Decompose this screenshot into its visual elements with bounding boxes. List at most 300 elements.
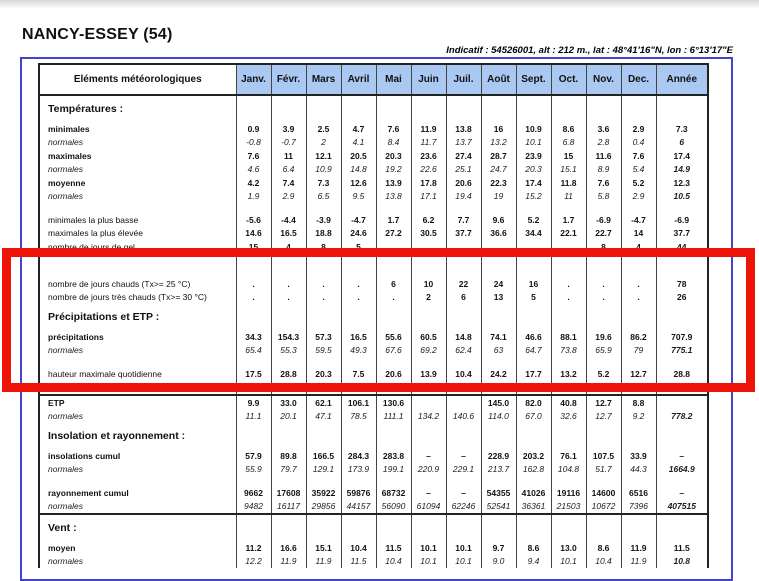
table-cell: 56090 [376,500,411,515]
table-cell: 6.4 [271,163,306,177]
table-cell: 7 [481,381,516,396]
table-cell: -0.7 [271,136,306,150]
table-cell: 11.6 [586,149,621,163]
table-cell: 13.8 [376,190,411,204]
table-cell: 12.2 [236,555,271,569]
table-cell: 29856 [306,500,341,515]
table-cell: 24 [481,277,516,291]
table-cell: 54355 [481,486,516,500]
table-cell: 44 [656,240,708,254]
spacer-row [39,476,708,486]
table-cell: 30.5 [411,227,446,241]
column-header-month: Sept. [516,64,551,95]
table-cell: 2.9 [621,190,656,204]
table-cell: 17.4 [656,149,708,163]
table-cell: 46.6 [516,330,551,344]
table-cell [306,203,341,213]
row-label: nombre de jours de pluie >= 1 mm [48,382,178,392]
table-cell: 10.1 [411,541,446,555]
table-cell [586,203,621,213]
table-cell: 8 [586,240,621,254]
table-cell: 79 [621,344,656,358]
table-cell: 44.3 [621,463,656,477]
table-cell: 7396 [621,500,656,515]
table-cell: 9482 [236,500,271,515]
table-cell: 6 [446,291,481,305]
table-cell: 59.5 [306,344,341,358]
table-cell: 20.1 [271,410,306,424]
table-cell [586,95,621,122]
table-cell [271,203,306,213]
table-cell: 10672 [586,500,621,515]
table-cell: 7.5 [341,367,376,381]
table-cell: 7 [236,381,271,396]
table-cell: 283.8 [376,449,411,463]
table-cell [656,476,708,486]
table-cell: 34.4 [516,227,551,241]
table-cell [376,95,411,122]
table-cell: 213.7 [481,463,516,477]
table-cell: 4 [621,240,656,254]
table-cell: 2.8 [586,136,621,150]
table-cell: 16.5 [341,330,376,344]
table-cell: 20.6 [446,176,481,190]
table-cell: 7.6 [236,149,271,163]
table-cell [621,423,656,449]
column-header-month: Mars [306,64,341,95]
table-cell: -6.9 [656,213,708,227]
table-cell [411,203,446,213]
table-cell [341,423,376,449]
table-cell: 14 [621,227,656,241]
annotation-red-box [2,248,755,392]
table-cell: 228.9 [481,449,516,463]
table-cell: 9.0 [481,555,516,569]
table-cell: 89.8 [271,449,306,463]
table-cell: . [621,291,656,305]
column-header-month: Juil. [446,64,481,95]
table-cell: 9.5 [341,190,376,204]
table-row [39,136,708,150]
table-cell: 2.5 [306,122,341,136]
table-cell: 8.4 [376,136,411,150]
table-cell [621,95,656,122]
row-label: normales [48,191,83,201]
table-cell: 6516 [621,486,656,500]
table-cell [411,95,446,122]
table-cell: 10.8 [656,555,708,569]
table-cell: 24.2 [481,367,516,381]
table-cell: 11.9 [271,555,306,569]
table-cell: 7.6 [376,122,411,136]
table-cell [446,203,481,213]
table-cell: 9 [306,381,341,396]
table-cell [236,476,271,486]
table-cell: 60.5 [411,330,446,344]
table-cell [516,203,551,213]
table-cell: 5.4 [621,163,656,177]
table-cell: . [586,277,621,291]
table-cell: 57.9 [236,449,271,463]
table-cell [656,423,708,449]
table-cell: 1.7 [551,213,586,227]
column-header-month: Févr. [271,64,306,95]
table-cell: 13.2 [551,367,586,381]
table-cell: 10.1 [516,136,551,150]
table-cell: 20 [271,381,306,396]
table-cell: 11.5 [341,555,376,569]
table-cell: 16 [516,277,551,291]
table-cell: 24.7 [481,163,516,177]
table-cell: 9.2 [621,410,656,424]
table-cell: . [306,277,341,291]
table-cell: 7.6 [586,176,621,190]
row-label: Insolation et rayonnement : [48,429,186,442]
table-cell [551,514,586,541]
table-cell: 220.9 [411,463,446,477]
table-cell [621,476,656,486]
table-cell: 5 [376,381,411,396]
table-cell: 62.1 [306,395,341,410]
table-cell [341,203,376,213]
table-cell: 36361 [516,500,551,515]
table-row [39,122,708,136]
table-cell: 79.7 [271,463,306,477]
column-header-month: Année [656,64,708,95]
table-cell: 1664.9 [656,463,708,477]
table-cell: 14 [551,381,586,396]
table-cell: 37.7 [656,227,708,241]
table-cell: . [236,291,271,305]
table-cell: 7.3 [306,176,341,190]
table-cell: 67.0 [516,410,551,424]
table-cell: 9.7 [481,541,516,555]
column-header-elements: Eléments météorologiques [39,64,236,95]
table-cell [306,95,341,122]
table-cell: 19.4 [446,190,481,204]
table-cell: 14.6 [236,227,271,241]
table-cell: 41026 [516,486,551,500]
table-cell: 10.9 [306,163,341,177]
table-cell: 778.2 [656,410,708,424]
table-cell: 203.2 [516,449,551,463]
table-cell [271,95,306,122]
table-cell: 17608 [271,486,306,500]
table-cell: 22 [446,277,481,291]
table-cell: 9662 [236,486,271,500]
table-cell: . [271,277,306,291]
table-cell: 10.4 [446,367,481,381]
table-cell: 20.3 [306,367,341,381]
table-cell: . [341,277,376,291]
row-label: normales [48,137,83,147]
table-cell: 11.9 [621,541,656,555]
table-cell: . [551,240,586,254]
table-cell: 13.0 [551,541,586,555]
table-cell [411,395,446,410]
table-cell: 0.4 [621,136,656,150]
table-cell: 12.6 [341,176,376,190]
table-cell: 33.9 [621,449,656,463]
table-cell: 5 [516,291,551,305]
table-cell: 36.6 [481,227,516,241]
table-row [39,410,708,424]
table-cell: 9.9 [236,395,271,410]
table-cell: 1.9 [236,190,271,204]
table-cell: 20.6 [376,367,411,381]
page-title: NANCY-ESSEY (54) [22,26,173,43]
table-cell: 14.8 [446,330,481,344]
table-cell: 10.1 [551,555,586,569]
table-cell: 22.7 [586,227,621,241]
table-cell: -5.6 [236,213,271,227]
table-cell [306,423,341,449]
table-cell [446,423,481,449]
table-cell: 10.1 [446,555,481,569]
table-row [39,149,708,163]
row-label: normales [48,164,83,174]
table-cell: 16.5 [271,227,306,241]
table-cell: 26 [656,291,708,305]
column-header-month: Dec. [621,64,656,95]
table-cell: 32.6 [551,410,586,424]
column-header-month: Avril [341,64,376,95]
table-cell: 11.7 [411,136,446,150]
row-label: normales [48,464,83,474]
table-cell: 2.9 [271,190,306,204]
row-label: Vent : [39,514,236,541]
table-cell: 10.5 [656,190,708,204]
table-cell: 15.1 [306,541,341,555]
row-label: hauteur maximale quotidienne [48,368,162,379]
table-cell: 27.2 [376,227,411,241]
table-cell: 3.9 [271,122,306,136]
table-cell: -4.7 [341,213,376,227]
table-cell: 40.8 [551,395,586,410]
table-cell: 0.9 [236,122,271,136]
table-cell: 229.1 [446,463,481,477]
table-cell [656,514,708,541]
table-cell [446,476,481,486]
table-cell: . [551,277,586,291]
row-label: normales [48,345,83,355]
table-cell: 4.1 [341,136,376,150]
table-cell [481,95,516,122]
row-label: rayonnement cumul [48,487,129,498]
table-cell: 13 [481,291,516,305]
table-cell: . [516,240,551,254]
table-cell: 63 [481,344,516,358]
table-cell: 11.5 [376,541,411,555]
table-cell [551,423,586,449]
table-cell: 134.2 [411,410,446,424]
table-cell: 5.2 [586,367,621,381]
table-cell: 9.4 [516,555,551,569]
table-cell: 8 [516,381,551,396]
table-cell [411,476,446,486]
table-cell: 20.5 [341,149,376,163]
table-cell: 64.7 [516,344,551,358]
table-cell [376,514,411,541]
table-cell: 28.8 [656,367,708,381]
table-cell [621,203,656,213]
table-cell: 21503 [551,500,586,515]
table-cell [236,203,271,213]
table-cell: 6.2 [411,213,446,227]
table-cell: 145.0 [481,395,516,410]
table-row [39,176,708,190]
table-cell: 110 [656,381,708,396]
table-cell: 62.4 [446,344,481,358]
table-cell: -3.9 [306,213,341,227]
table-cell: 15 [551,149,586,163]
table-cell: 17.5 [236,367,271,381]
table-cell: 10.4 [376,555,411,569]
table-cell [341,514,376,541]
table-cell: 10.4 [586,555,621,569]
row-label: normales [48,501,83,511]
table-cell: 173.9 [341,463,376,477]
table-cell: . [341,291,376,305]
table-cell: 55.6 [376,330,411,344]
column-header-month: Août [481,64,516,95]
table-cell [306,514,341,541]
table-row [39,486,708,500]
table-row [39,190,708,204]
table-cell [446,95,481,122]
table-cell: . [376,240,411,254]
table-cell: 7.3 [656,122,708,136]
table-cell: 11.2 [236,541,271,555]
table-cell: 74.1 [481,330,516,344]
table-cell: 16117 [271,500,306,515]
table-cell: 5 [341,240,376,254]
table-row [39,449,708,463]
row-label: Températures : [48,102,124,115]
table-cell: 11 [551,190,586,204]
table-cell: 10.9 [516,122,551,136]
table-cell: 11.9 [621,555,656,569]
column-header-month: Nov. [586,64,621,95]
table-cell [551,476,586,486]
table-cell: -4.4 [271,213,306,227]
table-cell: 140.6 [446,410,481,424]
table-cell: 73.8 [551,344,586,358]
row-label: maximales la plus élevée [48,228,143,238]
table-cell: 6 [656,136,708,150]
table-cell: 7.7 [446,213,481,227]
table-row [39,500,708,515]
table-cell: 11.9 [411,122,446,136]
table-cell: 28.8 [271,367,306,381]
table-cell: 8 [306,240,341,254]
table-cell [481,514,516,541]
table-cell: 34.3 [236,330,271,344]
table-cell: 20.3 [516,163,551,177]
table-cell: 82.0 [516,395,551,410]
table-row [39,541,708,555]
table-row [39,213,708,227]
row-label: nombre de jours chauds (Tx>= 25 °C) [48,278,191,289]
table-cell: – [411,486,446,500]
table-cell [481,476,516,486]
table-cell: 14600 [586,486,621,500]
table-cell [516,476,551,486]
table-cell: 10 [411,381,446,396]
table-cell [516,95,551,122]
table-cell: 33.0 [271,395,306,410]
table-cell: 62246 [446,500,481,515]
table-cell: 5.8 [586,190,621,204]
table-cell: 23.6 [411,149,446,163]
table-cell: 16 [481,122,516,136]
table-cell: 5.2 [516,213,551,227]
table-cell: 8.8 [621,395,656,410]
table-cell [586,476,621,486]
table-cell: 2 [411,291,446,305]
table-cell [411,423,446,449]
top-window-shade [0,0,759,9]
row-label: insolations cumul [48,450,121,461]
table-cell [376,476,411,486]
table-cell: 51.7 [586,463,621,477]
table-cell: 9.6 [481,213,516,227]
table-cell: 10.1 [446,541,481,555]
table-cell: 162.8 [516,463,551,477]
table-cell: 67.6 [376,344,411,358]
table-cell: 407515 [656,500,708,515]
station-metadata: Indicatif : 54526001, alt : 212 m., lat : 48°41'16"N, lon : 6°13'17"E [446,45,733,56]
table-cell [236,423,271,449]
table-cell: 8.6 [551,122,586,136]
table-cell: 11 [271,149,306,163]
table-cell: 11.8 [551,176,586,190]
table-cell: 18 [621,381,656,396]
table-cell: 775.1 [656,344,708,358]
table-cell: 11.5 [656,541,708,555]
column-header-month: Juin [411,64,446,95]
table-cell: . [551,291,586,305]
table-cell: . [236,277,271,291]
table-cell [551,203,586,213]
table-cell [481,423,516,449]
row-label: normales [48,556,83,566]
table-cell: 4.6 [236,163,271,177]
row-label [39,203,236,213]
section-row [39,95,708,122]
table-cell: 17.8 [411,176,446,190]
table-cell: 55.9 [236,463,271,477]
table-cell [306,476,341,486]
table-cell: 3 [446,381,481,396]
table-cell: 68732 [376,486,411,500]
table-cell: 10 [411,277,446,291]
row-label: précipitations [48,331,104,342]
row-label: maximales [48,150,92,161]
table-cell: 4.7 [341,122,376,136]
column-header-month: Oct. [551,64,586,95]
table-cell [656,95,708,122]
table-cell: 6 [376,277,411,291]
table-cell: 61094 [411,500,446,515]
table-cell: 111.1 [376,410,411,424]
table-cell: 52541 [481,500,516,515]
table-cell: 12.7 [586,395,621,410]
table-cell: -6.9 [586,213,621,227]
table-cell: – [656,486,708,500]
table-cell: 49.3 [341,344,376,358]
table-cell: 707.9 [656,330,708,344]
